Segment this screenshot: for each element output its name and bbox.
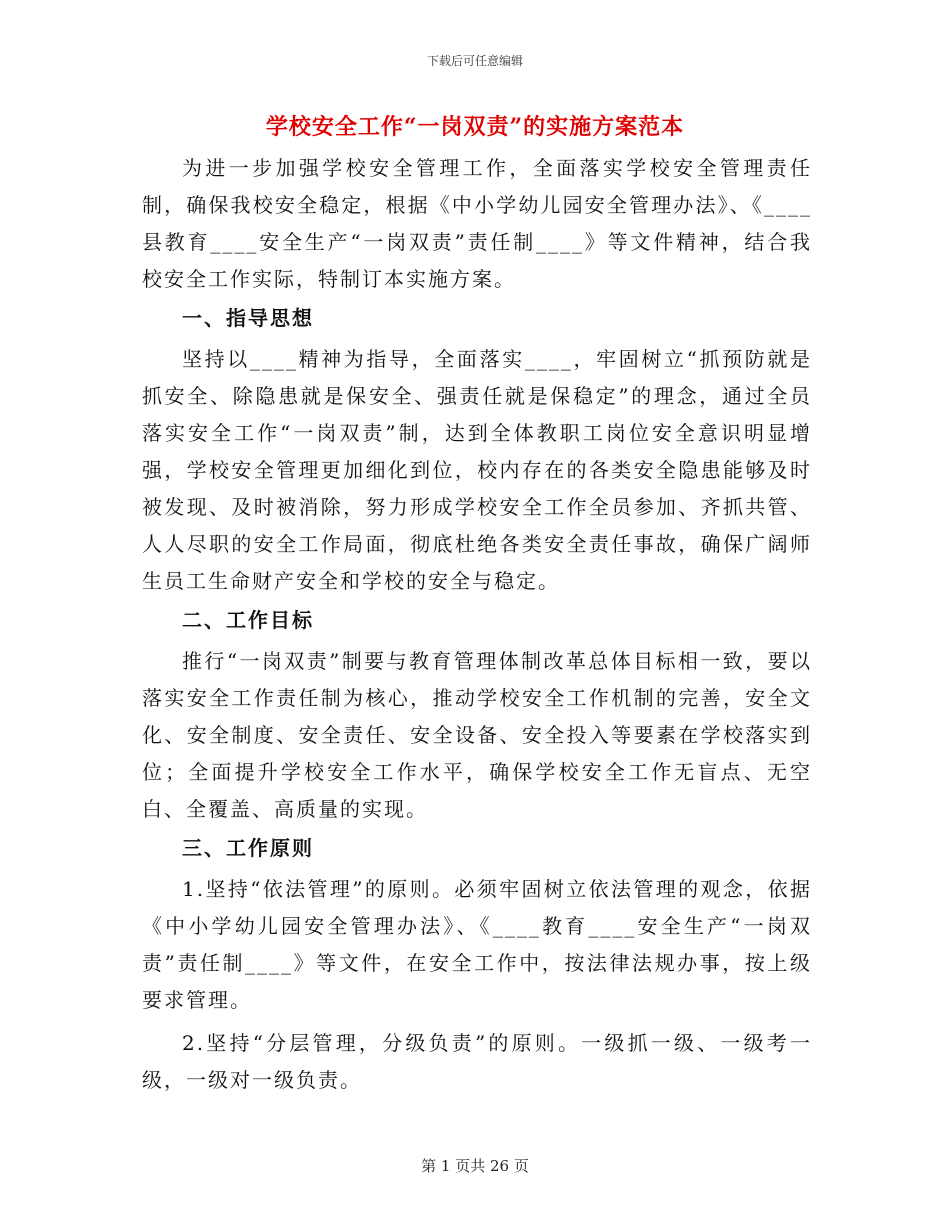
- section-paragraph-work-goals: 推行“一岗双责”制要与教育管理体制改革总体目标相一致，要以落实安全工作责任制为核心，推动学校安全工作机制的完善，安全文化、安全制度、安全责任、安全设备、安全投入等要素在学校落实到位；全面提升学校安全工作水平，确保学校安全工作无盲点、无空白、全覆盖、高质量的实现。: [142, 649, 812, 821]
- document-title: 学校安全工作“一岗双责”的实施方案范本: [265, 114, 685, 140]
- page-header-note: 下载后可任意编辑: [426, 54, 523, 68]
- section-heading-work-goals: 二、工作目标: [182, 608, 314, 632]
- page-footer-number: 第 1 页共 26 页: [421, 1157, 529, 1175]
- section-paragraph-guiding-ideology: 坚持以____精神为指导，全面落实____，牢固树立“抓预防就是抓安全、除隐患就是保安全、强责任就是保稳定”的理念，通过全员落实安全工作“一岗双责”制，达到全体教职工岗位安全意识明显增强，学校安全管理更加细化到位，校内存在的各类安全隐患能够及时被发现、及时被消除，努力形成学校安全工作全员参加、齐抓共管、人人尽职的安全工作局面，彻底杜绝各类安全责任事故，确保广阔师生员工生命财产安全和学校的安全与稳定。: [142, 347, 812, 593]
- principle-item-2: 2.坚持“分层管理，分级负责”的原则。一级抓一级、一级考一级，一级对一级负责。: [142, 1031, 812, 1092]
- principle-item-1: 1.坚持“依法管理”的原则。必须牢固树立依法管理的观念，依据《中小学幼儿园安全管理办法》、《____教育____安全生产“一岗双责”责任制____》等文件，在安全工作中，按法律法规办事，按上级要求管理。: [142, 877, 812, 1012]
- document-body: [142, 150, 812, 1099]
- section-heading-guiding-ideology: 一、指导思想: [182, 306, 314, 330]
- intro-paragraph: 为进一步加强学校安全管理工作，全面落实学校安全管理责任制，确保我校安全稳定，根据《中小学幼儿园安全管理办法》、《____县教育____安全生产“一岗双责”责任制____》等文件精神，结合我校安全工作实际，特制订本实施方案。: [142, 156, 812, 291]
- section-heading-work-principles: 三、工作原则: [182, 836, 314, 860]
